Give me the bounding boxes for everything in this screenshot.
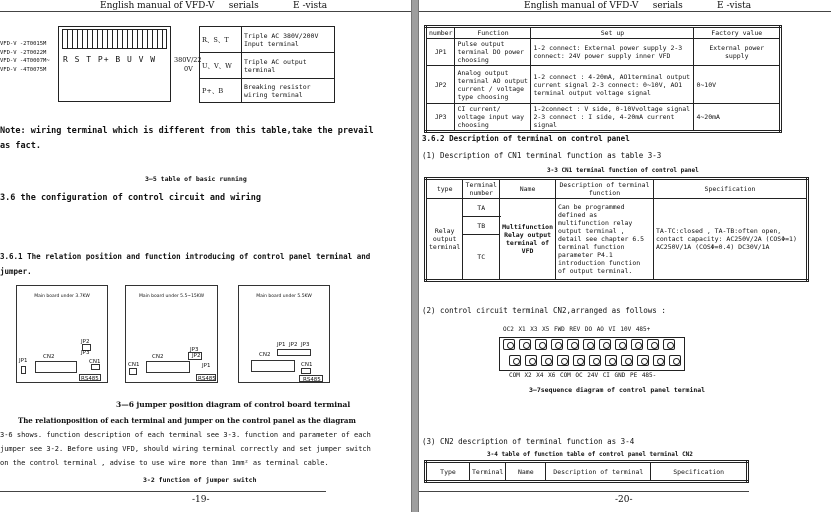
jumper-caption: 3-2 function of jumper switch	[143, 476, 257, 484]
table-row	[200, 53, 335, 79]
cn1-label: CN1	[301, 362, 313, 368]
model-item: VFD-V -4T0007M~	[0, 58, 50, 64]
table-row	[426, 104, 781, 132]
jp1-jumper	[21, 366, 26, 374]
cn2-terminal-screw	[605, 355, 617, 366]
paragraph-line: on the control terminal , advise to use wire more than 1mm² as terminal cable.	[0, 459, 329, 467]
jp3-label: JP3	[301, 342, 310, 348]
header-rule	[419, 11, 831, 12]
page-20	[419, 0, 831, 512]
heading-line: jumper.	[0, 267, 32, 276]
table-cell: TA-TC:closed , TA-TB:often open, contact capacity: AC250V/2A (COSΦ=1) AC250V/1A (COSΦ=0.4) DC30V/1A	[653, 199, 807, 281]
page-header	[100, 1, 327, 11]
table-cell: CI current/ voltage input way choosing	[455, 104, 531, 132]
table-cell: Triple AC 380V/200V Input terminal	[242, 27, 335, 53]
jp3-label: JP3	[190, 347, 199, 353]
table-header-row	[426, 462, 748, 482]
cn1-connector	[301, 368, 311, 374]
model-item: VFD-V -4T0075M	[0, 66, 47, 73]
table-cell: 1-2connect : V side, 0-10Vvoltage signal 2-3 connect : I side, 4-20mA current signal	[531, 104, 694, 132]
note-line: Note: wiring terminal which is different from this table,take the prevail	[0, 126, 374, 136]
cn2-terminal-screw	[637, 355, 649, 366]
table-cell: R、S、T	[200, 27, 242, 53]
paragraph-line: 3-6 shows. function description of each terminal see 3-3. function and parameter of each	[0, 431, 371, 439]
cn2-label: CN2	[43, 354, 55, 360]
column-header: Name	[506, 462, 546, 482]
cn2-terminal-screw	[557, 355, 569, 366]
board-title: Main board under 5.5KW	[256, 294, 312, 299]
column-header: number	[426, 27, 455, 39]
cn2-terminal-screw	[615, 339, 627, 350]
column-header: Description of terminal	[546, 462, 651, 482]
table-cell: TC	[463, 235, 500, 281]
cn2-terminal-screw	[599, 339, 611, 350]
terminal-labels: R S T P+ B U V W	[63, 55, 157, 64]
cn1-label: CN1	[89, 359, 101, 365]
footer-rule	[419, 491, 749, 492]
table-caption: 3—5 table of basic running	[145, 175, 247, 183]
cn2-terminal-screw	[525, 355, 537, 366]
table-cell: TA	[463, 199, 500, 217]
table-header-row	[426, 27, 781, 39]
note-line: as fact.	[0, 141, 41, 151]
cn2-terminal-screw	[567, 339, 579, 350]
voltage-label	[174, 56, 202, 74]
column-header: Factory value	[694, 27, 781, 39]
table-cell: 0~10V	[694, 66, 781, 104]
jp2-label: JP2	[289, 342, 298, 348]
cn2-terminal-screw	[663, 339, 675, 350]
jp1-label: JP1	[202, 363, 211, 369]
page-header	[524, 1, 751, 11]
cn2-function-table	[424, 460, 749, 483]
table-cell: Breaking resistor wiring terminal	[242, 79, 335, 103]
note-text	[0, 124, 374, 154]
page-gutter	[411, 0, 419, 512]
section-heading: 3.6 the configuration of control circuit and wiring	[0, 193, 261, 203]
table-cell: 1-2 connect : 4-20mA, AO1terminal output current signal 2-3 connect: 0~10V, AO1 terminal output voltage signal	[531, 66, 694, 104]
paragraph-line: jumper see 3-2. Before using VFD, should wiring terminal correctly and set jumper switch	[0, 445, 371, 453]
table-row	[426, 66, 781, 104]
figure-caption: 3—6 jumper position diagram of control board terminal	[116, 400, 351, 409]
footer-rule	[0, 491, 326, 492]
header-serials: serials	[652, 1, 683, 11]
table-cell: Multifunction Relay output terminal of VFD	[500, 199, 556, 281]
cn2-terminal-screw	[541, 355, 553, 366]
page-19	[0, 0, 411, 512]
table-cell: Triple AC output terminal	[242, 53, 335, 79]
rs485-label: RS485	[198, 376, 216, 382]
table-cell: Relay output terminal	[426, 199, 463, 281]
terminal-block-diagram	[62, 29, 167, 49]
table-cell: 4~20mA	[694, 104, 781, 132]
jp1-label: JP1	[277, 342, 286, 348]
cn2-terminal-screw	[509, 355, 521, 366]
terminal-block	[62, 29, 167, 49]
jumper-function-table	[424, 25, 782, 133]
cn1-caption: 3-3 CN1 terminal function of control panel	[547, 167, 699, 174]
column-header: Terminal number	[463, 179, 500, 199]
jp3-label: JP3	[81, 350, 90, 356]
jp2-label: JP2	[192, 353, 201, 359]
column-header: Set up	[531, 27, 694, 39]
board-diagram-2	[125, 285, 218, 383]
cn2-terminal-screw	[647, 339, 659, 350]
cn2-terminal-screw	[621, 355, 633, 366]
cn2-terminal-screw	[519, 339, 531, 350]
cn2-terminal-screw	[551, 339, 563, 350]
cn1-connector	[129, 368, 137, 375]
cn2-bottom-labels: COM X2 X4 X6 COM OC 24V CI GND PE 485-	[509, 372, 657, 379]
cn2-terminal-screw	[503, 339, 515, 350]
jp2-label: JP2	[81, 339, 90, 345]
jp-jumper	[277, 349, 311, 356]
table-cell: JP2	[426, 66, 455, 104]
header-serials: serials	[228, 1, 259, 11]
column-header: Function	[455, 27, 531, 39]
rs485-label: RS485	[303, 377, 321, 383]
table-row	[200, 79, 335, 103]
jp1-label: JP1	[19, 358, 28, 364]
model-list	[0, 40, 50, 74]
model-item: VFD-V -2T0015M	[0, 41, 47, 47]
table-cell: Pulse output terminal DO power choosing	[455, 39, 531, 66]
section-heading: 3.6.2 Description of terminal on control panel	[422, 134, 630, 143]
table-row	[426, 199, 808, 217]
cn2-terminal-screw	[669, 355, 681, 366]
cn2-terminal-screw	[535, 339, 547, 350]
table-cell: JP1	[426, 39, 455, 66]
heading-line: 3.6.1 The relation position and function introducing of control panel terminal and	[0, 252, 371, 261]
page-number: -19-	[192, 495, 210, 505]
model-item: VFD-V -2T0022M	[0, 49, 47, 56]
header-brand: E -vista	[717, 1, 752, 11]
header-title: English manual of VFD-V	[524, 1, 639, 11]
cn2-terminal-screw	[573, 355, 585, 366]
board-diagram-3	[238, 285, 330, 383]
table-cell: TB	[463, 217, 500, 235]
subsection-heading	[0, 249, 370, 279]
cn2-table-caption: 3-4 table of function table of control panel terminal CN2	[487, 451, 693, 458]
table-header-row	[426, 179, 808, 199]
board-diagram-1	[16, 285, 108, 383]
column-header: Description of terminal function	[555, 179, 653, 199]
table-cell: 1-2 connect: External power supply 2-3 connect: 24V power supply inner VFD	[531, 39, 694, 66]
board-title: Main board under 3.7KW	[34, 294, 90, 299]
cn2-connector	[251, 360, 295, 372]
table-cell: P+、B	[200, 79, 242, 103]
rs485-label: RS485	[81, 376, 99, 382]
cn2-intro: (2) control circuit terminal CN2,arranged as follows :	[422, 306, 666, 315]
cn2-label: CN2	[259, 352, 271, 358]
voltage-line: 380V/22	[174, 56, 202, 64]
column-header: Specification	[653, 179, 807, 199]
voltage-line: 0V	[184, 65, 193, 73]
table-row	[200, 27, 335, 53]
body-paragraph	[0, 414, 371, 470]
table-cell: External power supply	[694, 39, 781, 66]
cn2-terminal-screw	[583, 339, 595, 350]
cn1-terminal-table	[424, 177, 809, 282]
cn2-terminal-screw	[589, 355, 601, 366]
cn2-figure-caption: 3—7sequence diagram of control panel terminal	[529, 386, 706, 394]
cn1-intro: (1) Description of CN1 terminal function as table 3-3	[422, 151, 662, 160]
table-cell: Can be programmed defined as multifunction relay output terminal , detail see chapter 6.5 terminal function parameter P4.1 introduction function of output terminal.	[555, 199, 653, 281]
table-cell: JP3	[426, 104, 455, 132]
page-number: -20-	[615, 495, 633, 505]
header-rule	[0, 11, 411, 12]
column-header: Type	[426, 462, 470, 482]
cn2-terminal-screw	[631, 339, 643, 350]
column-header: Terminal	[470, 462, 506, 482]
table-row	[426, 39, 781, 66]
cn2-connector	[35, 361, 77, 373]
column-header: Specification	[651, 462, 748, 482]
table-cell: Analog output terminal AO output current / voltage type choosing	[455, 66, 531, 104]
cn2-top-labels: OC2 X1 X3 X5 FWD REV DO AO VI 10V 485+	[503, 326, 651, 333]
cn2-desc: (3) CN2 description of terminal function as 3-4	[422, 437, 635, 446]
board-title: Main board under 5.5~15KW	[138, 294, 205, 299]
cn2-label: CN2	[152, 354, 164, 360]
cn2-connector	[146, 361, 190, 373]
header-brand: E -vista	[293, 1, 328, 11]
cn1-label: CN1	[128, 362, 140, 368]
column-header: Name	[500, 179, 556, 199]
wiring-table	[199, 26, 335, 103]
column-header: type	[426, 179, 463, 199]
header-title: English manual of VFD-V	[100, 1, 215, 11]
paragraph-line: The relationposition of each terminal and jumper on the control panel as the diagram	[18, 416, 356, 425]
cn2-terminal-screw	[653, 355, 665, 366]
table-cell: U、V、W	[200, 53, 242, 79]
